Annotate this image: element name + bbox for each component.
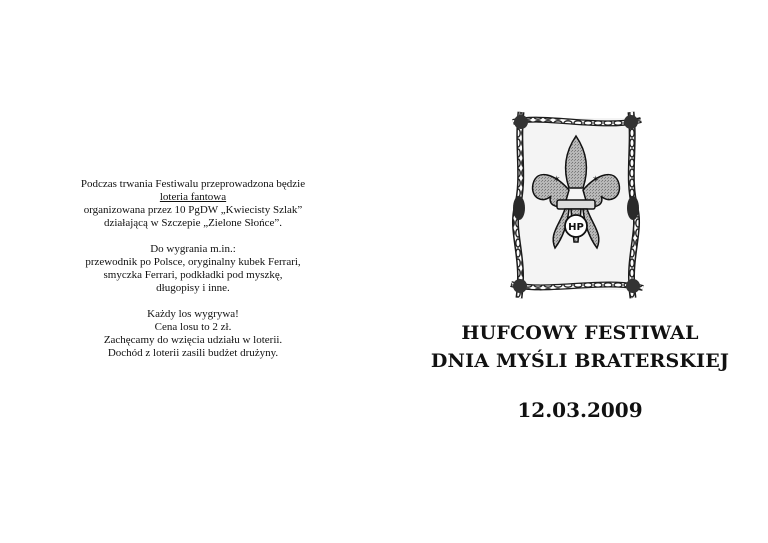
prizes-line: długopisy i inne. <box>156 282 230 294</box>
lottery-info <box>60 178 326 373</box>
terms-line: Cena losu to 2 zł. <box>154 321 232 333</box>
svg-text:✶: ✶ <box>553 175 561 185</box>
lottery-troop-line: działającą w Szczepie „Zielone Słońce”. <box>103 217 283 229</box>
terms-line: Dochód z loterii zasili budżet drużyny. <box>107 347 279 359</box>
emblem-initials: HP <box>568 222 584 233</box>
event-date: 12.03.2009 <box>517 398 643 422</box>
lottery-intro-line: Podczas trwania Festiwalu przeprowadzona będzie <box>80 178 306 190</box>
lottery-prizes <box>60 243 326 295</box>
lottery-terms <box>60 308 326 360</box>
lottery-name: loteria fantowa <box>159 191 227 203</box>
event-title-line1: HUFCOWY FESTIWAL <box>461 322 699 344</box>
lottery-organizer-line: organizowana przez 10 PgDW „Kwiecisty Szlak” <box>83 204 303 216</box>
prizes-heading: Do wygrania m.in.: <box>150 243 236 255</box>
prizes-line: przewodnik po Polsce, oryginalny kubek Ferrari, <box>85 256 301 268</box>
event-title <box>420 319 740 375</box>
lottery-intro <box>60 178 326 230</box>
svg-text:✶: ✶ <box>592 175 600 185</box>
scout-fleur-de-lis-emblem-icon <box>503 108 649 305</box>
terms-line: Każdy los wygrywa! <box>147 308 239 320</box>
event-title-line2: DNIA MYŚLI BRATERSKIEJ <box>430 350 730 372</box>
terms-line: Zachęcamy do wzięcia udziału w loterii. <box>103 334 283 346</box>
prizes-line: smyczka Ferrari, podkładki pod myszkę, <box>103 269 283 281</box>
